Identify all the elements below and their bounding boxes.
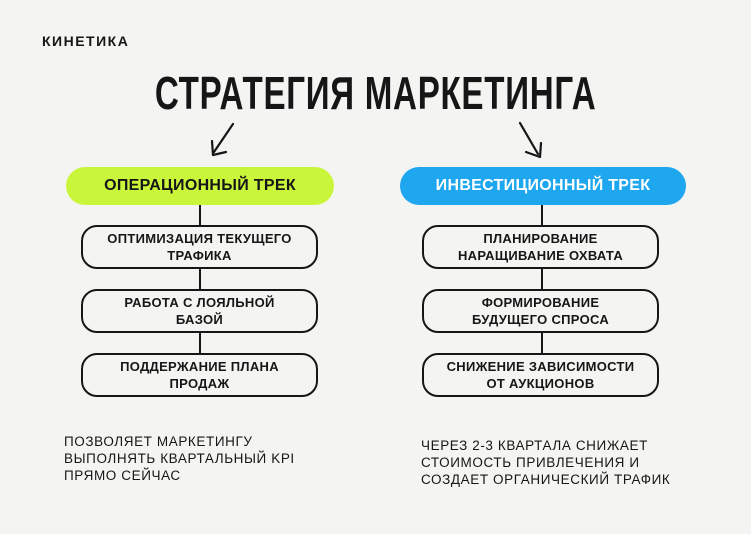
operational-track-note bbox=[64, 433, 354, 484]
investment-track-badge: ИНВЕСТИЦИОННЫЙ ТРЕК bbox=[400, 167, 686, 205]
item-line: ТРАФИКА bbox=[167, 248, 232, 263]
item-line: ОТ АУКЦИОНОВ bbox=[486, 376, 595, 391]
note-line: СОЗДАЕТ ОРГАНИЧЕСКИЙ ТРАФИК bbox=[421, 472, 671, 487]
note-line: ПОЗВОЛЯЕТ МАРКЕТИНГУ bbox=[64, 434, 253, 449]
investment-item bbox=[422, 289, 659, 333]
arrow-down-left-icon bbox=[212, 124, 233, 155]
item-line: РАБОТА С ЛОЯЛЬНОЙ bbox=[124, 295, 275, 310]
note-line: СТОИМОСТЬ ПРИВЛЕЧЕНИЯ И bbox=[421, 455, 640, 470]
item-line: БАЗОЙ bbox=[175, 312, 224, 327]
item-line: ФОРМИРОВАНИЕ bbox=[481, 295, 600, 310]
operational-item bbox=[81, 353, 318, 397]
item-line: ОПТИМИЗАЦИЯ ТЕКУЩЕГО bbox=[107, 231, 292, 246]
item-line: ПОДДЕРЖАНИЕ ПЛАНА bbox=[120, 359, 279, 374]
arrow-down-right-icon bbox=[520, 123, 541, 157]
operational-track-badge: ОПЕРАЦИОННЫЙ ТРЕК bbox=[66, 167, 334, 205]
note-line: ПРЯМО СЕЙЧАС bbox=[64, 468, 181, 483]
item-line: ПРОДАЖ bbox=[169, 376, 230, 391]
item-line: БУДУЩЕГО СПРОСА bbox=[471, 312, 610, 327]
page-title: СТРАТЕГИЯ МАРКЕТИНГА bbox=[154, 67, 597, 119]
investment-item bbox=[422, 353, 659, 397]
note-line: ВЫПОЛНЯТЬ КВАРТАЛЬНЫЙ KPI bbox=[64, 451, 295, 466]
operational-item bbox=[81, 225, 318, 269]
operational-item bbox=[81, 289, 318, 333]
item-line: СНИЖЕНИЕ ЗАВИСИМОСТИ bbox=[446, 359, 635, 374]
item-line: НАРАЩИВАНИЕ ОХВАТА bbox=[457, 248, 624, 263]
note-line: ЧЕРЕЗ 2-3 КВАРТАЛА СНИЖАЕТ bbox=[421, 438, 648, 453]
investment-track-note bbox=[421, 437, 721, 488]
item-line: ПЛАНИРОВАНИЕ bbox=[483, 231, 598, 246]
investment-item bbox=[422, 225, 659, 269]
brand-logo-text: КИНЕТИКА bbox=[42, 33, 130, 49]
